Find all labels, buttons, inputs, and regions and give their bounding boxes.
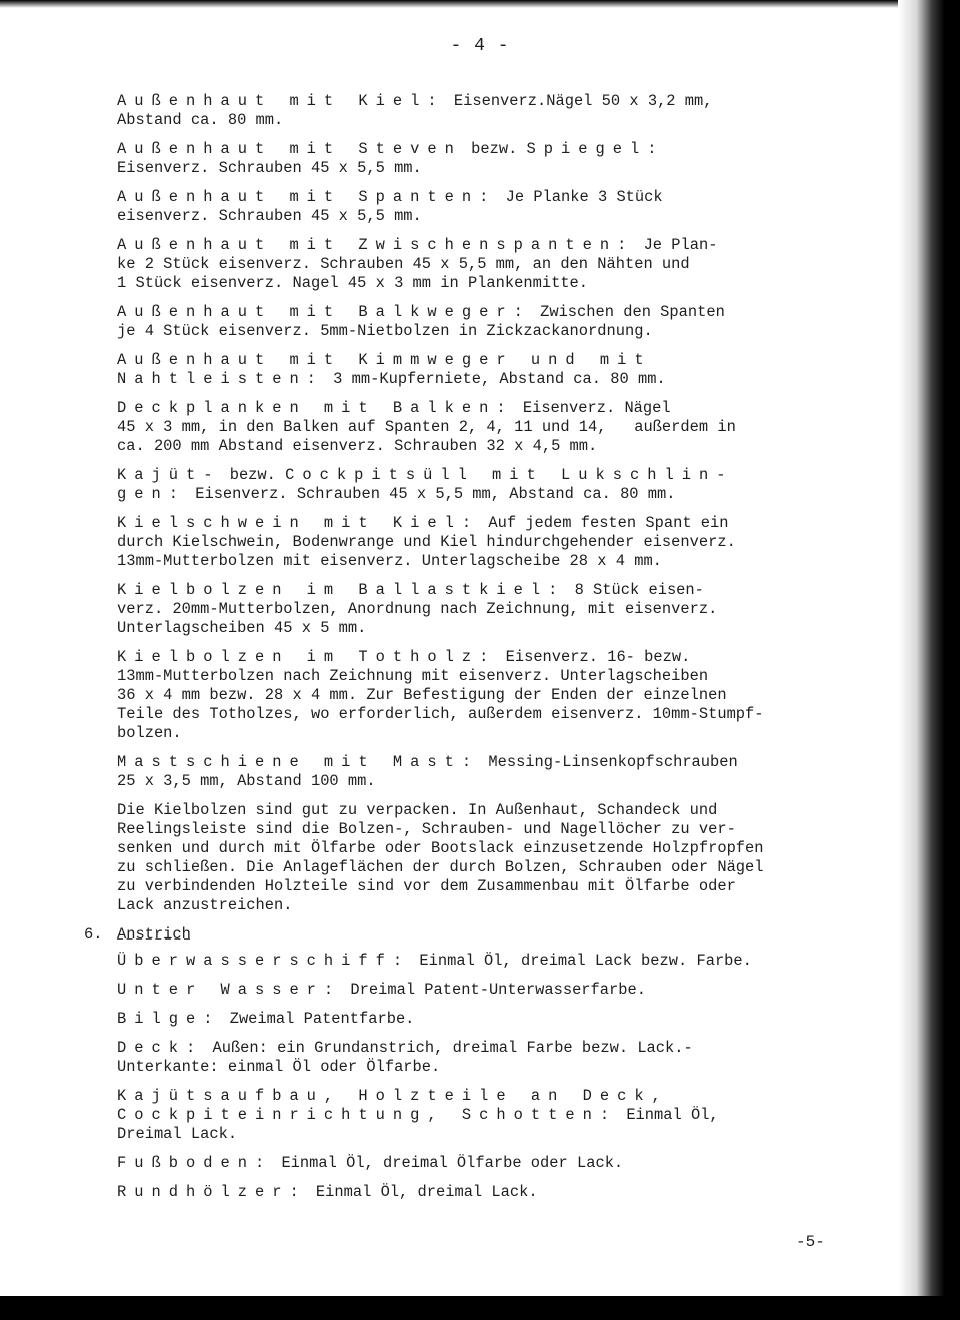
spaced-term: Rundhölzer:	[117, 1183, 307, 1201]
fastening-entry	[117, 399, 877, 456]
spaced-term: Außenhaut mit Kiel:	[117, 92, 445, 110]
entry-text: bezw.	[220, 466, 286, 484]
spaced-term: Außenhaut mit Balkweger:	[117, 303, 531, 321]
fastening-list	[117, 92, 877, 791]
spaced-term: Außenhaut mit Steven	[117, 140, 462, 158]
scan-top-edge	[0, 0, 960, 8]
entry-text: Einmal Öl, dreimal Lack.	[306, 1183, 538, 1201]
spaced-term: Kielbolzen im Ballastkiel:	[117, 581, 566, 599]
spaced-term: Kielschwein mit Kiel:	[117, 514, 480, 532]
entry-text: Je Planke 3 Stück eisenverz. Schrauben 45 x 5,5 mm.	[117, 188, 663, 225]
paint-entry	[117, 1154, 877, 1173]
entry-text: Eisenverz. Schrauben 45 x 5,5 mm.	[117, 159, 422, 177]
entry-text: bezw.	[461, 140, 527, 158]
entry-text: Auf jedem festen Spant ein durch Kielschwein, Bodenwrange und Kiel hindurchgehender eisenverz. 13mm-Mutterbolzen mit eisenverz. Unterlagscheibe 28 x 4 mm.	[117, 514, 736, 570]
spaced-term: Deckplanken mit Balken:	[117, 399, 514, 417]
spaced-term: Cockpitsüll mit Lukschlin- gen:	[117, 466, 734, 503]
paint-entry	[117, 981, 877, 1000]
entry-text: Einmal Öl, Dreimal Lack.	[117, 1106, 719, 1143]
fastening-entry	[117, 753, 877, 791]
spaced-term: Spiegel:	[526, 140, 665, 158]
fastening-entry	[117, 466, 877, 504]
page-number: - 4 -	[450, 36, 510, 56]
fastening-entry	[117, 188, 877, 226]
spaced-term: Kajüt-	[117, 466, 221, 484]
entry-text: Je Plan- ke 2 Stück eisenverz. Schrauben 45 x 5,5 mm, an den Nähten und 1 Stück eisenverz. Nagel 45 x 3 mm in Plankenmitte.	[117, 236, 718, 292]
spaced-term: Unter Wasser:	[117, 981, 342, 999]
scan-bottom-edge	[0, 1296, 960, 1320]
spaced-term: Überwasserschiff:	[117, 952, 411, 970]
fastening-entry	[117, 236, 877, 293]
spaced-term: Fußboden:	[117, 1154, 273, 1172]
fastening-entry	[117, 92, 877, 130]
paint-entry	[117, 1039, 877, 1077]
entry-text: Einmal Öl, dreimal Ölfarbe oder Lack.	[272, 1154, 624, 1172]
spaced-term: Kajütsaufbau, Holzteile an Deck, Cockpiteinrichtung, Schotten:	[117, 1087, 669, 1124]
spaced-term: Bilge:	[117, 1010, 221, 1028]
scan-binding-shadow	[898, 0, 960, 1320]
entry-text: Eisenverz. 16- bezw. 13mm-Mutterbolzen nach Zeichnung mit eisenverz. Unterlagscheiben 36 x 4 mm bezw. 28 x 4 mm. Zur Befestigung der Enden der einzelnen Teile des Totholzes, wo erforderlich, außerdem eisenverz. 10mm-Stumpf- bolzen.	[117, 648, 764, 742]
spaced-term: Deck:	[117, 1039, 204, 1057]
fastening-entry	[117, 140, 877, 178]
document-body	[84, 92, 877, 1212]
paint-list	[117, 952, 877, 1202]
spaced-term: Außenhaut mit Spanten:	[117, 188, 497, 206]
spaced-term: Mastschiene mit Mast:	[117, 753, 480, 771]
entry-text: 3 mm-Kupferniete, Abstand ca. 80 mm.	[323, 370, 666, 388]
section-title: Anstrich	[117, 925, 191, 943]
section-number: 6.	[84, 925, 103, 943]
fastening-entry	[117, 303, 877, 341]
entry-text: Außen: ein Grundanstrich, dreimal Farbe bezw. Lack.- Unterkante: einmal Öl oder Ölfarbe.	[117, 1039, 693, 1076]
paint-entry	[117, 1010, 877, 1029]
spaced-term: Außenhaut mit Kimmweger und mit Nahtleisten:	[117, 351, 652, 388]
section-heading	[84, 925, 877, 944]
entry-text: 8 Stück eisen- verz. 20mm-Mutterbolzen, Anordnung nach Zeichnung, mit eisenverz. Unterlagscheiben 45 x 5 mm.	[117, 581, 718, 637]
closing-paragraph: Die Kielbolzen sind gut zu verpacken. In Außenhaut, Schandeck und Reelingsleiste sind die Bolzen-, Schrauben- und Nagellöcher zu ver- senken und durch mit Ölfarbe oder Bootslack einzusetzende Holzpfropfen zu schließen. Die Anlageflächen der durch Bolzen, Schrauben oder Nägel zu verbindenden Holzteile sind vor dem Zusammenbau mit Ölfarbe oder Lack anzustreichen.	[117, 801, 764, 914]
fastening-entry	[117, 514, 877, 571]
fastening-entry	[117, 648, 877, 743]
entry-text: Einmal Öl, dreimal Lack bezw. Farbe.	[410, 952, 752, 970]
fastening-entry	[117, 581, 877, 638]
paint-entry	[117, 1087, 877, 1144]
entry-text: Eisenverz. Nägel 45 x 3 mm, in den Balken auf Spanten 2, 4, 11 und 14, außerdem in ca. 200 mm Abstand eisenverz. Schrauben 32 x 4,5 mm.	[117, 399, 736, 455]
entry-text: Eisenverz. Schrauben 45 x 5,5 mm, Abstand ca. 80 mm.	[185, 485, 676, 503]
paint-entry	[117, 1183, 877, 1202]
entry-text: Dreimal Patent-Unterwasserfarbe.	[341, 981, 646, 999]
fastening-entry	[117, 351, 877, 389]
paint-entry	[117, 952, 877, 971]
spaced-term: Außenhaut mit Zwischenspanten:	[117, 236, 635, 254]
entry-text: Messing-Linsenkopfschrauben 25 x 3,5 mm, Abstand 100 mm.	[117, 753, 738, 790]
entry-text: Zweimal Patentfarbe.	[220, 1010, 415, 1028]
spaced-term: Kielbolzen im Totholz:	[117, 648, 497, 666]
entry-text: Eisenverz.Nägel 50 x 3,2 mm, Abstand ca. 80 mm.	[117, 92, 713, 129]
entry-text: Zwischen den Spanten je 4 Stück eisenverz. 5mm-Nietbolzen in Zickzackanordnung.	[117, 303, 725, 340]
next-page-marker: -5-	[796, 1233, 825, 1251]
